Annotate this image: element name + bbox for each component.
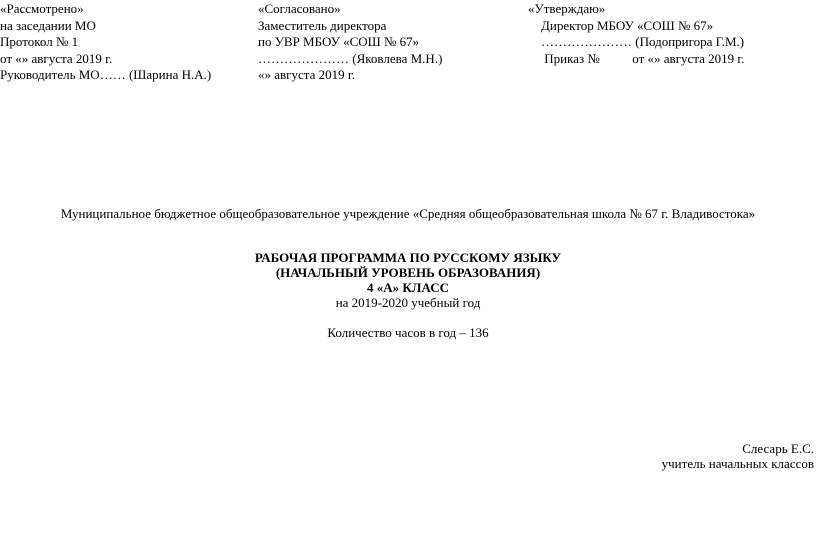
agreed-position: Заместитель директора	[258, 17, 387, 33]
considered-meeting: на заседании МО	[0, 17, 96, 33]
considered-title: «Рассмотрено»	[0, 1, 84, 16]
approved-signature: ………………… (Подопригора Г.М.)	[528, 34, 745, 49]
program-year: на 2019-2020 учебный год	[335, 295, 481, 310]
institution-name: Муниципальное бюджетное общеобразовательное учреждение «Средняя общеобразовательная школа № 67 г. Владивостока»	[60, 206, 756, 221]
hours-per-year: Количество часов в год – 136	[327, 325, 489, 340]
considered-head: Руководитель МО…… (Шарина Н.А.)	[0, 67, 212, 82]
agreed-title: «Согласовано»	[258, 1, 341, 16]
approved-title: «Утверждаю»	[528, 1, 606, 16]
approved-block	[528, 1, 745, 67]
agreed-department: по УВР МБОУ «СОШ № 67»	[258, 34, 420, 49]
agreed-block	[258, 1, 442, 84]
program-title-line2: (НАЧАЛЬНЫЙ УРОВЕНЬ ОБРАЗОВАНИЯ)	[275, 265, 541, 280]
author-position: учитель начальных классов	[661, 456, 814, 471]
considered-protocol: Протокол № 1	[0, 34, 79, 49]
program-grade: 4 «А» КЛАСС	[366, 280, 450, 295]
program-title-line1: РАБОЧАЯ ПРОГРАММА ПО РУССКОМУ ЯЗЫКУ	[254, 250, 562, 265]
agreed-signature: ………………… (Яковлева М.Н.)	[258, 50, 443, 66]
considered-date: от «» августа 2019 г.	[0, 50, 113, 66]
agreed-date: «» августа 2019 г.	[258, 67, 355, 82]
author-name: Слесарь Е.С.	[742, 441, 814, 456]
approved-position: Директор МБОУ «СОШ № 67»	[528, 17, 714, 33]
approved-order: Приказ № от «» августа 2019 г.	[528, 50, 745, 66]
considered-block	[0, 1, 211, 84]
